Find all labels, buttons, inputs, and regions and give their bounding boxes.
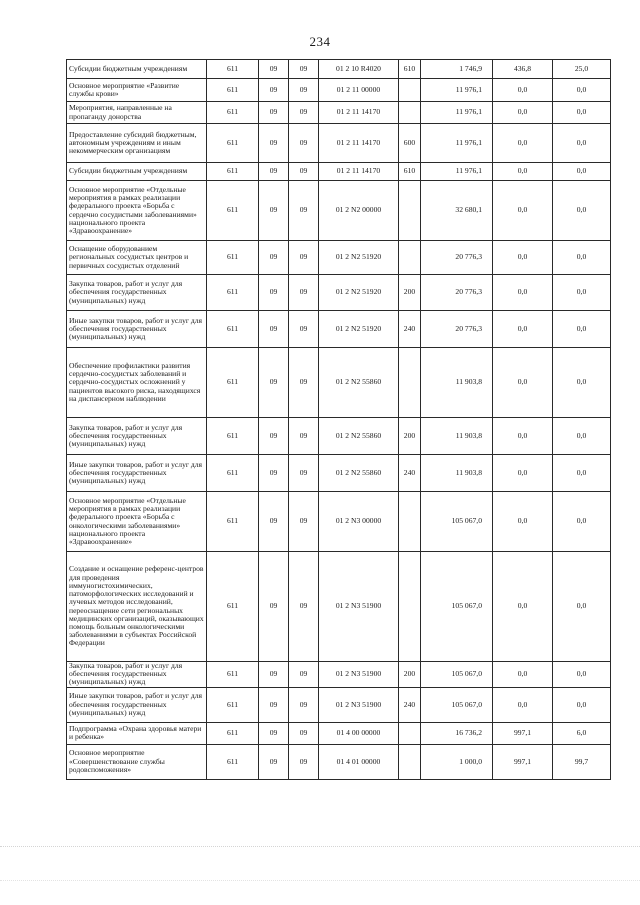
cell-ministry-code: 611 (207, 241, 259, 275)
cell-ministry-code: 611 (207, 311, 259, 348)
cell-ministry-code: 611 (207, 124, 259, 163)
cell-percent: 25,0 (553, 60, 611, 79)
cell-expense-type (399, 744, 421, 779)
cell-amount-plan: 1 000,0 (421, 744, 493, 779)
cell-name: Основное мероприятие «Совершенствование службы родовспоможения» (67, 744, 207, 779)
table-row (67, 102, 611, 124)
cell-amount-executed: 997,1 (493, 722, 553, 744)
cell-subsection: 09 (289, 241, 319, 275)
cell-expense-type: 240 (399, 455, 421, 492)
cell-percent: 0,0 (553, 79, 611, 102)
cell-expense-type: 200 (399, 418, 421, 455)
cell-expense-type: 200 (399, 275, 421, 311)
cell-section: 09 (259, 492, 289, 552)
cell-ministry-code: 611 (207, 744, 259, 779)
cell-target-article: 01 2 N2 55860 (319, 418, 399, 455)
scan-artifact-line (0, 880, 640, 882)
cell-amount-plan: 105 067,0 (421, 662, 493, 688)
cell-name: Обеспечение профилактики развития сердечно-сосудистых заболеваний и сердечно-сосудистых осложнений у пациентов высокого риска, находящихся на диспансерном наблюдении (67, 348, 207, 418)
cell-amount-plan: 1 746,9 (421, 60, 493, 79)
table-row (67, 163, 611, 181)
cell-percent: 0,0 (553, 241, 611, 275)
scan-artifact-line (0, 846, 640, 848)
cell-name: Оснащение оборудованием региональных сосудистых центров и первичных сосудистых отделений (67, 241, 207, 275)
cell-section: 09 (259, 552, 289, 662)
cell-percent: 99,7 (553, 744, 611, 779)
table-row (67, 552, 611, 662)
table-row (67, 348, 611, 418)
cell-expense-type: 200 (399, 662, 421, 688)
cell-subsection: 09 (289, 124, 319, 163)
cell-subsection: 09 (289, 455, 319, 492)
cell-amount-executed: 0,0 (493, 79, 553, 102)
cell-amount-executed: 0,0 (493, 348, 553, 418)
cell-section: 09 (259, 348, 289, 418)
cell-section: 09 (259, 181, 289, 241)
table-row (67, 181, 611, 241)
cell-name: Иные закупки товаров, работ и услуг для обеспечения государственных (муниципальных) нужд (67, 311, 207, 348)
cell-section: 09 (259, 79, 289, 102)
cell-subsection: 09 (289, 492, 319, 552)
cell-name: Субсидии бюджетным учреждениям (67, 163, 207, 181)
cell-amount-plan: 32 680,1 (421, 181, 493, 241)
table-row (67, 492, 611, 552)
cell-target-article: 01 4 00 00000 (319, 722, 399, 744)
cell-target-article: 01 2 11 14170 (319, 163, 399, 181)
cell-percent: 0,0 (553, 418, 611, 455)
cell-section: 09 (259, 455, 289, 492)
table-row (67, 241, 611, 275)
cell-target-article: 01 2 N3 51900 (319, 552, 399, 662)
cell-amount-executed: 0,0 (493, 687, 553, 722)
cell-percent: 0,0 (553, 687, 611, 722)
cell-amount-executed: 0,0 (493, 311, 553, 348)
cell-amount-plan: 11 976,1 (421, 102, 493, 124)
cell-name: Создание и оснащение референс-центров для проведения иммуногистохимических, патоморфологических исследований и лучевых методов исследований, переоснащение сети региональных медицинских организаций, оказывающих помощь больным онкологическими заболеваниями в субъектах Российской Федерации (67, 552, 207, 662)
cell-ministry-code: 611 (207, 662, 259, 688)
cell-section: 09 (259, 722, 289, 744)
cell-expense-type: 240 (399, 687, 421, 722)
cell-amount-plan: 11 903,8 (421, 418, 493, 455)
cell-target-article: 01 2 N3 51900 (319, 662, 399, 688)
cell-name: Субсидии бюджетным учреждениям (67, 60, 207, 79)
cell-amount-plan: 11 976,1 (421, 163, 493, 181)
table-row (67, 418, 611, 455)
cell-section: 09 (259, 744, 289, 779)
cell-target-article: 01 2 11 14170 (319, 124, 399, 163)
table-row (67, 311, 611, 348)
cell-amount-executed: 0,0 (493, 181, 553, 241)
cell-section: 09 (259, 241, 289, 275)
cell-expense-type (399, 241, 421, 275)
cell-percent: 0,0 (553, 492, 611, 552)
cell-subsection: 09 (289, 79, 319, 102)
cell-amount-executed: 997,1 (493, 744, 553, 779)
cell-subsection: 09 (289, 418, 319, 455)
cell-subsection: 09 (289, 744, 319, 779)
table-row (67, 275, 611, 311)
cell-amount-executed: 436,8 (493, 60, 553, 79)
cell-amount-executed: 0,0 (493, 418, 553, 455)
cell-name: Иные закупки товаров, работ и услуг для обеспечения государственных (муниципальных) нужд (67, 455, 207, 492)
table-row (67, 60, 611, 79)
cell-expense-type (399, 552, 421, 662)
cell-ministry-code: 611 (207, 79, 259, 102)
cell-name: Основное мероприятие «Отдельные мероприятия в рамках реализации федерального проекта «Борьба с онкологическими заболеваниями» национального проекта «Здравоохранение» (67, 492, 207, 552)
cell-expense-type (399, 348, 421, 418)
cell-section: 09 (259, 687, 289, 722)
cell-percent: 0,0 (553, 455, 611, 492)
page-number: 234 (309, 34, 331, 49)
cell-percent: 0,0 (553, 552, 611, 662)
table-row (67, 687, 611, 722)
cell-expense-type: 610 (399, 163, 421, 181)
cell-amount-plan: 20 776,3 (421, 311, 493, 348)
cell-percent: 0,0 (553, 102, 611, 124)
cell-ministry-code: 611 (207, 163, 259, 181)
table-row (67, 79, 611, 102)
cell-name: Иные закупки товаров, работ и услуг для обеспечения государственных (муниципальных) нужд (67, 687, 207, 722)
cell-subsection: 09 (289, 163, 319, 181)
cell-expense-type: 610 (399, 60, 421, 79)
cell-amount-executed: 0,0 (493, 124, 553, 163)
cell-expense-type (399, 102, 421, 124)
cell-subsection: 09 (289, 552, 319, 662)
cell-name: Подпрограмма «Охрана здоровья матери и ребенка» (67, 722, 207, 744)
cell-amount-plan: 105 067,0 (421, 552, 493, 662)
cell-ministry-code: 611 (207, 275, 259, 311)
table-row (67, 455, 611, 492)
cell-ministry-code: 611 (207, 60, 259, 79)
table-row (67, 744, 611, 779)
cell-ministry-code: 611 (207, 455, 259, 492)
cell-amount-plan: 11 903,8 (421, 455, 493, 492)
cell-subsection: 09 (289, 60, 319, 79)
cell-section: 09 (259, 662, 289, 688)
cell-section: 09 (259, 311, 289, 348)
cell-subsection: 09 (289, 181, 319, 241)
cell-name: Закупка товаров, работ и услуг для обеспечения государственных (муниципальных) нужд (67, 275, 207, 311)
cell-ministry-code: 611 (207, 492, 259, 552)
cell-amount-plan: 11 976,1 (421, 79, 493, 102)
budget-table (66, 59, 611, 780)
cell-subsection: 09 (289, 348, 319, 418)
cell-section: 09 (259, 124, 289, 163)
cell-name: Закупка товаров, работ и услуг для обеспечения государственных (муниципальных) нужд (67, 418, 207, 455)
cell-subsection: 09 (289, 102, 319, 124)
table-body (67, 60, 611, 780)
cell-target-article: 01 2 N3 00000 (319, 492, 399, 552)
cell-ministry-code: 611 (207, 181, 259, 241)
cell-target-article: 01 2 N2 00000 (319, 181, 399, 241)
cell-amount-executed: 0,0 (493, 163, 553, 181)
cell-percent: 0,0 (553, 163, 611, 181)
cell-amount-plan: 20 776,3 (421, 241, 493, 275)
cell-percent: 0,0 (553, 662, 611, 688)
cell-expense-type (399, 492, 421, 552)
cell-ministry-code: 611 (207, 722, 259, 744)
cell-target-article: 01 2 N2 55860 (319, 348, 399, 418)
cell-amount-plan: 105 067,0 (421, 687, 493, 722)
cell-target-article: 01 2 N2 51920 (319, 275, 399, 311)
cell-target-article: 01 2 N3 51900 (319, 687, 399, 722)
cell-section: 09 (259, 102, 289, 124)
cell-amount-executed: 0,0 (493, 662, 553, 688)
cell-ministry-code: 611 (207, 687, 259, 722)
table-row (67, 722, 611, 744)
cell-subsection: 09 (289, 662, 319, 688)
cell-subsection: 09 (289, 275, 319, 311)
cell-ministry-code: 611 (207, 418, 259, 455)
cell-amount-executed: 0,0 (493, 275, 553, 311)
cell-expense-type (399, 722, 421, 744)
cell-percent: 0,0 (553, 275, 611, 311)
cell-amount-plan: 20 776,3 (421, 275, 493, 311)
cell-section: 09 (259, 275, 289, 311)
cell-amount-executed: 0,0 (493, 102, 553, 124)
cell-ministry-code: 611 (207, 552, 259, 662)
cell-amount-plan: 16 736,2 (421, 722, 493, 744)
cell-percent: 0,0 (553, 181, 611, 241)
cell-expense-type (399, 181, 421, 241)
cell-expense-type: 240 (399, 311, 421, 348)
cell-amount-plan: 11 976,1 (421, 124, 493, 163)
cell-target-article: 01 2 11 00000 (319, 79, 399, 102)
cell-percent: 0,0 (553, 124, 611, 163)
cell-name: Закупка товаров, работ и услуг для обеспечения государственных (муниципальных) нужд (67, 662, 207, 688)
cell-percent: 0,0 (553, 348, 611, 418)
cell-name: Мероприятия, направленные на пропаганду донорства (67, 102, 207, 124)
cell-section: 09 (259, 418, 289, 455)
cell-subsection: 09 (289, 722, 319, 744)
cell-target-article: 01 2 11 14170 (319, 102, 399, 124)
cell-ministry-code: 611 (207, 102, 259, 124)
cell-expense-type: 600 (399, 124, 421, 163)
cell-target-article: 01 4 01 00000 (319, 744, 399, 779)
cell-amount-executed: 0,0 (493, 552, 553, 662)
cell-expense-type (399, 79, 421, 102)
cell-subsection: 09 (289, 687, 319, 722)
cell-percent: 0,0 (553, 311, 611, 348)
cell-target-article: 01 2 N2 55860 (319, 455, 399, 492)
cell-amount-executed: 0,0 (493, 241, 553, 275)
cell-amount-plan: 11 903,8 (421, 348, 493, 418)
cell-target-article: 01 2 10 R4020 (319, 60, 399, 79)
table-row (67, 124, 611, 163)
cell-name: Основное мероприятие «Отдельные мероприятия в рамках реализации федерального проекта «Борьба с сердечно сосудистыми заболеваниями» национального проекта «Здравоохранение» (67, 181, 207, 241)
cell-percent: 6,0 (553, 722, 611, 744)
cell-section: 09 (259, 60, 289, 79)
cell-name: Основное мероприятие «Развитие службы крови» (67, 79, 207, 102)
cell-subsection: 09 (289, 311, 319, 348)
cell-target-article: 01 2 N2 51920 (319, 241, 399, 275)
cell-target-article: 01 2 N2 51920 (319, 311, 399, 348)
cell-amount-executed: 0,0 (493, 492, 553, 552)
cell-ministry-code: 611 (207, 348, 259, 418)
table-row (67, 662, 611, 688)
cell-name: Предоставление субсидий бюджетным, автономным учреждениям и иным некоммерческим организациям (67, 124, 207, 163)
cell-amount-plan: 105 067,0 (421, 492, 493, 552)
cell-amount-executed: 0,0 (493, 455, 553, 492)
cell-section: 09 (259, 163, 289, 181)
